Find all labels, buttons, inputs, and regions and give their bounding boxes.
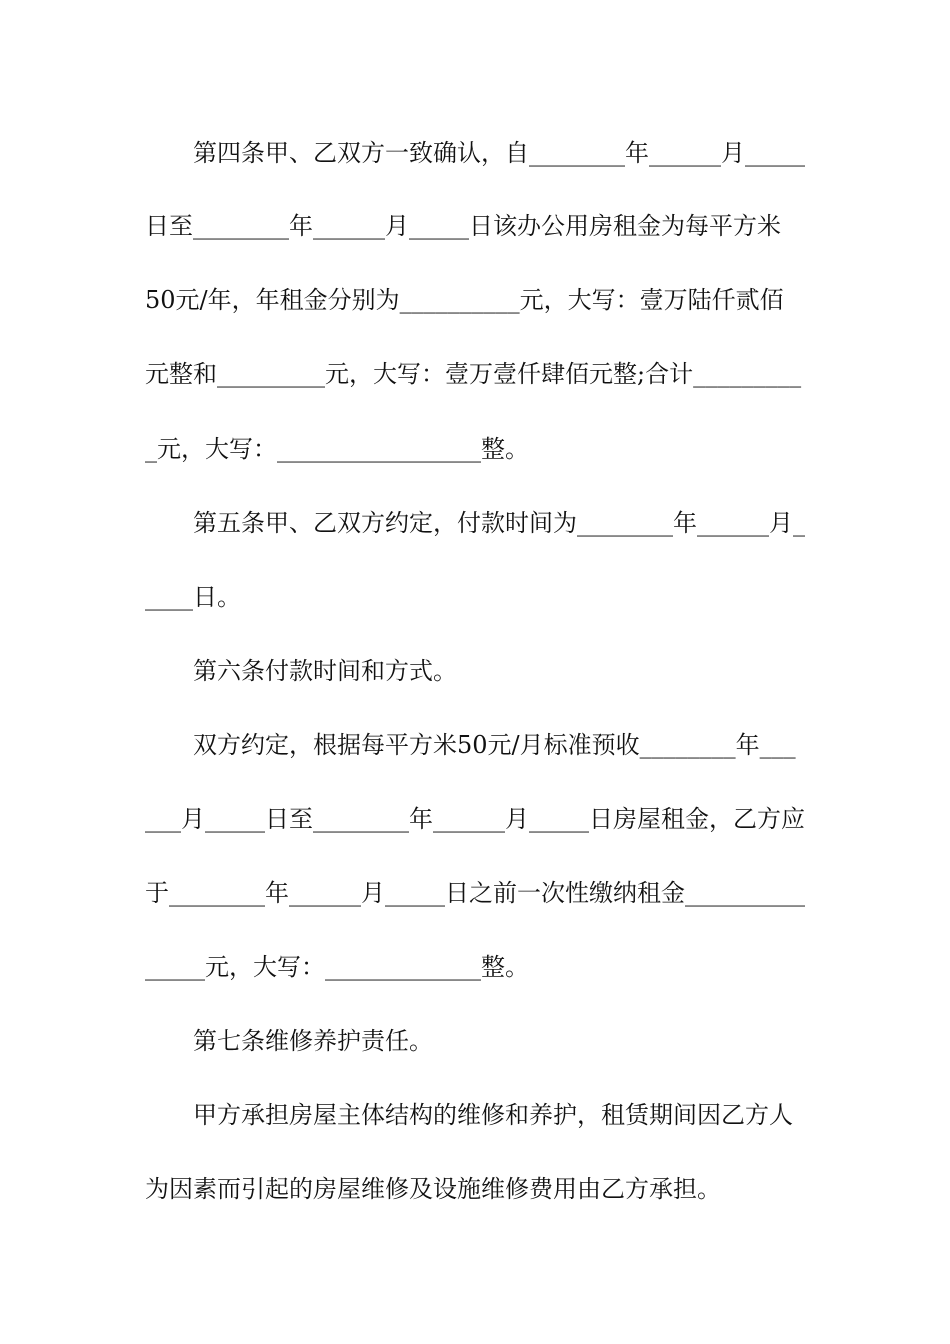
article-4-line-4: 元整和_________元，大写：壹万壹仟肆佰元整;合计_________	[145, 360, 802, 388]
article-6-line-3: 于________年______月_____日之前一次性缴纳租金__________	[145, 879, 805, 907]
article-6-line-4: _____元，大写：_____________整。	[145, 953, 529, 981]
article-4-line-2: 日至________年______月_____日该办公用房租金为每平方米	[145, 212, 781, 240]
article-4-line-1: 第四条甲、乙双方一致确认，自________年______月_____	[193, 139, 805, 167]
article-5-line-1: 第五条甲、乙双方约定，付款时间为________年______月_	[193, 509, 805, 537]
article-6-heading: 第六条付款时间和方式。	[193, 657, 457, 685]
article-4-line-5: _元，大写：_________________整。	[145, 435, 529, 463]
article-7-line-2: 为因素而引起的房屋维修及设施维修费用由乙方承担。	[145, 1175, 721, 1203]
article-4-line-3: 50元/年，年租金分别为__________元，大写：壹万陆仟贰佰	[145, 286, 784, 314]
article-7-heading: 第七条维修养护责任。	[193, 1027, 433, 1055]
article-7-line-1: 甲方承担房屋主体结构的维修和养护，租赁期间因乙方人	[193, 1101, 793, 1129]
article-6-line-1: 双方约定，根据每平方米50元/月标准预收________年___	[193, 731, 796, 759]
article-5-line-2: ____日。	[145, 583, 241, 611]
article-6-line-2: ___月_____日至________年______月_____日房屋租金，乙方应	[145, 805, 805, 833]
